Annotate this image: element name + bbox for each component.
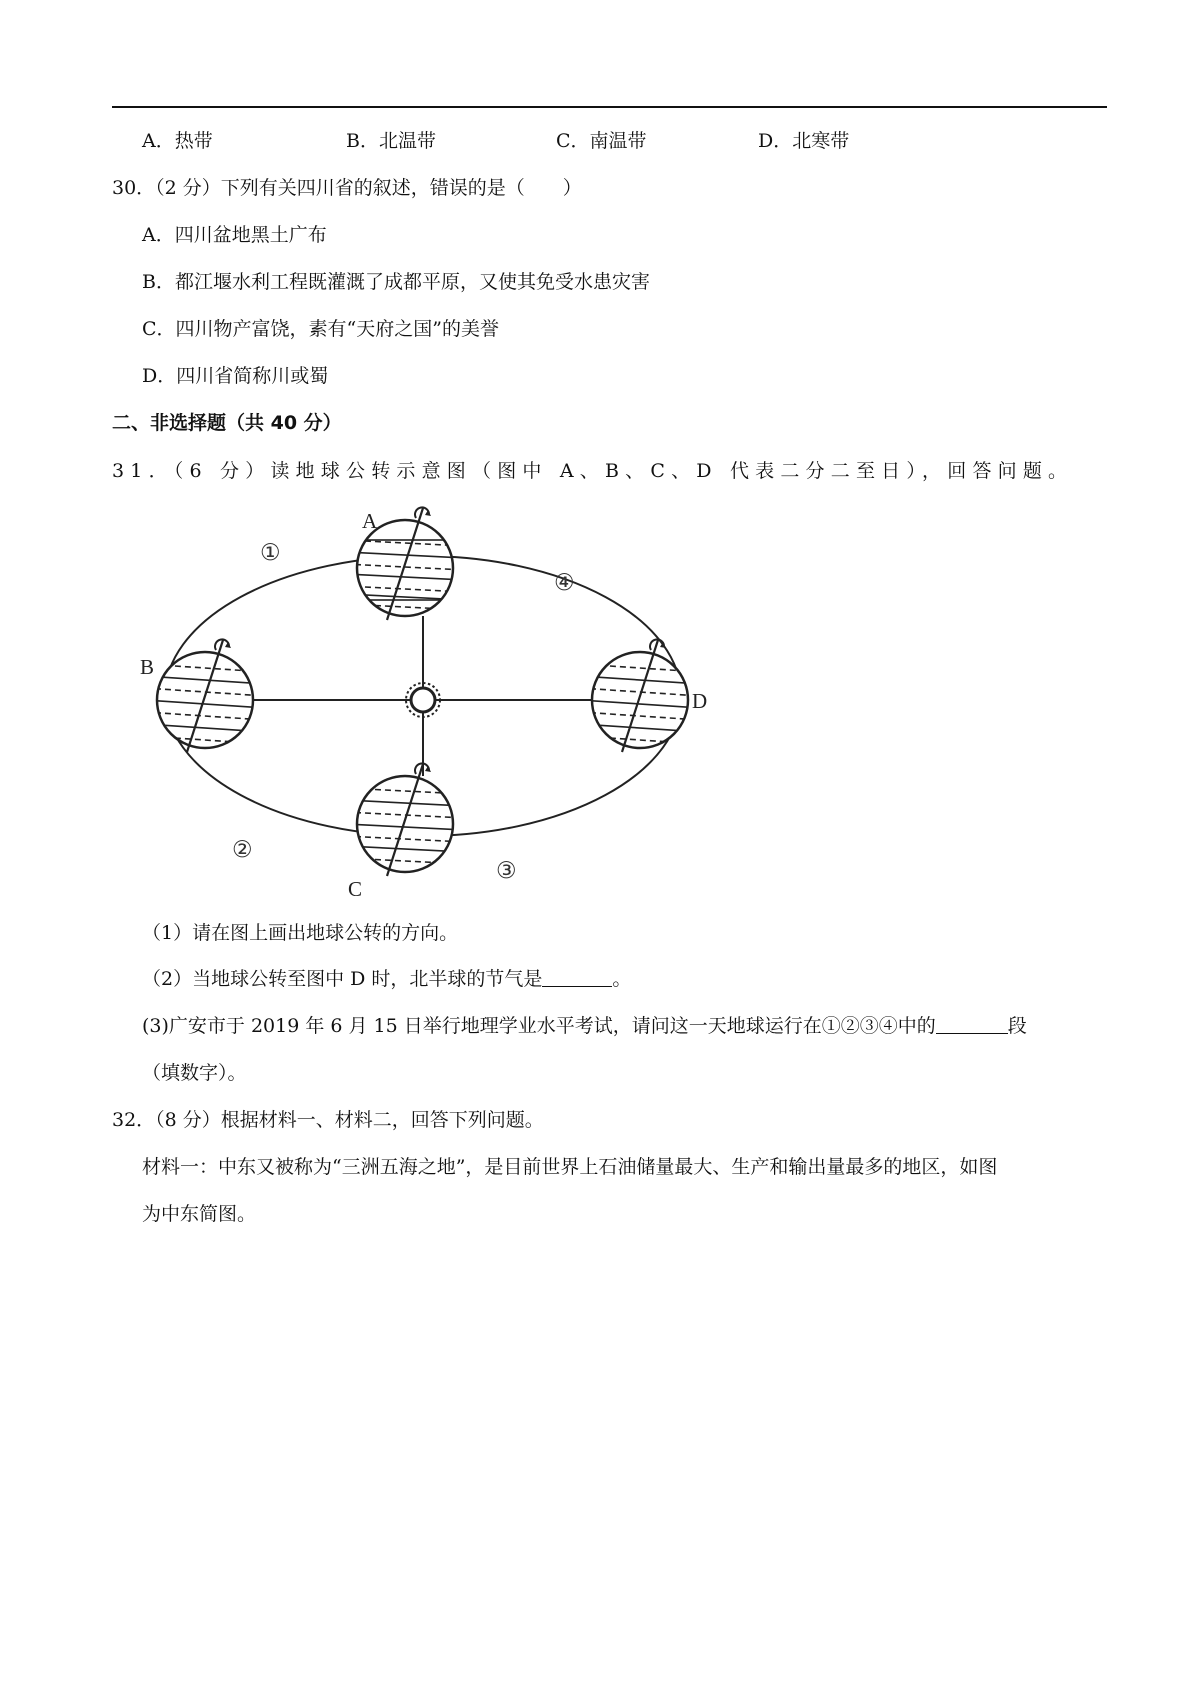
q31-sub2-end: 。 <box>612 968 632 990</box>
q32-material1-line2: 为中东简图。 <box>142 1203 257 1225</box>
label-d: D <box>692 689 708 713</box>
q29-option-a: A．热带 <box>142 130 213 152</box>
q32-material1-line1: 材料一：中东又被称为“三洲五海之地”，是目前世界上石油储量最大、生产和输出量最多的地区，如图 <box>142 1156 998 1178</box>
earth-revolution-diagram <box>140 500 720 900</box>
segment-2-label: ② <box>232 837 253 863</box>
earth-d-icon <box>580 639 700 752</box>
q30-option-b: B．都江堰水利工程既灌溉了成都平原，又使其免受水患灾害 <box>142 271 650 293</box>
q29-option-d: D．北寒带 <box>758 130 850 152</box>
q31-sub2 <box>142 964 631 991</box>
q32-stem: 32．（8 分）根据材料一、材料二，回答下列问题。 <box>112 1109 544 1131</box>
q29-option-b: B．北温带 <box>346 130 436 152</box>
q31-sub3-line2: （填数字）。 <box>142 1062 247 1084</box>
earth-b-icon <box>145 639 265 752</box>
q31-sub3-end: 段 <box>1007 1015 1027 1037</box>
q31-sub3-blank[interactable] <box>936 1014 1008 1034</box>
earth-c-icon <box>345 763 465 876</box>
q30-stem: 30．（2 分）下列有关四川省的叙述，错误的是（ ） <box>112 177 582 199</box>
q31-sub1: （1）请在图上画出地球公转的方向。 <box>142 922 459 944</box>
q30-option-d: D．四川省简称川或蜀 <box>142 365 329 387</box>
q31-sub2-blank[interactable] <box>542 967 612 987</box>
q31-sub2-text: （2）当地球公转至图中 D 时，北半球的节气是 <box>142 968 543 990</box>
q30-option-a: A．四川盆地黑土广布 <box>142 224 327 246</box>
segment-4-label: ④ <box>554 570 575 596</box>
q29-option-c: C．南温带 <box>556 130 647 152</box>
q30-option-c: C．四川物产富饶，素有“天府之国”的美誉 <box>142 318 499 340</box>
segment-1-label: ① <box>260 540 281 566</box>
sun-icon <box>406 683 440 717</box>
q31-stem: 31．（6 分）读地球公转示意图（图中 A、B、C、D 代表二分二至日），回答问题。 <box>112 460 1074 482</box>
segment-3-label: ③ <box>496 858 517 884</box>
q31-sub3-text: (3)广安市于 2019 年 6 月 15 日举行地理学业水平考试，请问这一天地球运行在①②③④中的 <box>142 1015 936 1037</box>
label-c: C <box>348 877 363 900</box>
header-rule <box>112 106 1107 108</box>
label-b: B <box>140 655 155 679</box>
label-a: A <box>362 509 378 533</box>
q31-sub3 <box>142 1011 1027 1038</box>
section2-title: 二、非选择题（共 40 分） <box>112 412 342 434</box>
